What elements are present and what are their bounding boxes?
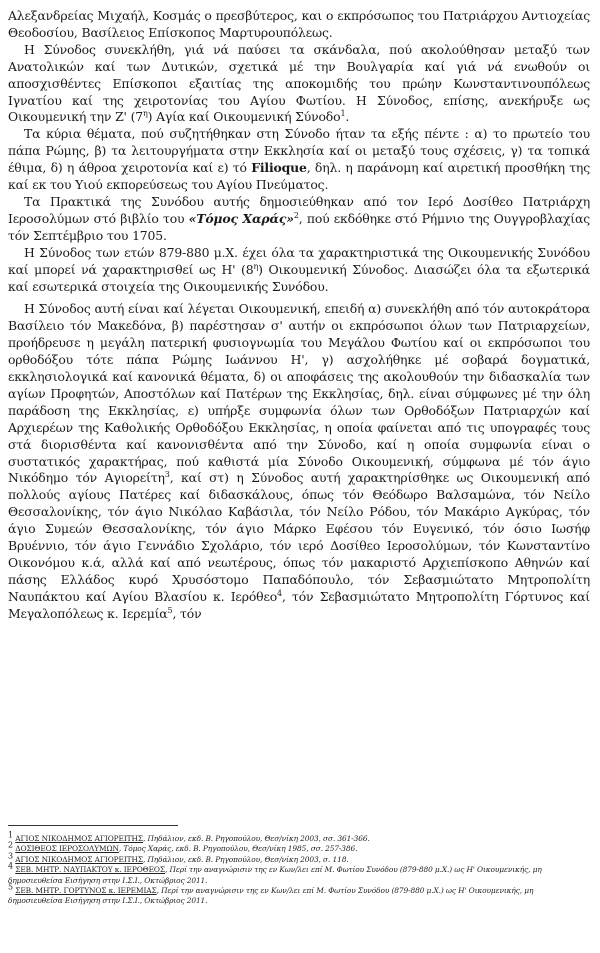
footnote bbox=[8, 840, 568, 854]
footnote-author: ΣΕΒ. ΜΗΤΡ. ΓΟΡΤΥΝΟΣ κ. ΙΕΡΕΜΙΑΣ bbox=[15, 886, 157, 896]
body-text bbox=[8, 8, 590, 623]
footnote bbox=[8, 851, 568, 865]
footnote-author: ΑΓΙΟΣ ΝΙΚΟΔΗΜΟΣ ΑΓΙΟΡΕΙΤΗΣ bbox=[15, 854, 143, 864]
text-run: Τα κύρια θέματα, πού συζητήθηκαν στη Σύνοδο ήταν τα εξής πέντε : α) το πρωτείο του πάπα Ρώμης, β) τα λειτουργήματα στην Εκκλησία καί οι μεταξύ τους σχέσεις, γ) τα τοπικά έθιμα, δ) η άθροα χειροτονία καί ε) τό bbox=[8, 126, 590, 176]
text-run: Filioque bbox=[251, 160, 307, 176]
footnote-ref: 5 bbox=[167, 605, 173, 615]
footnote-author: ΣΕΒ. ΜΗΤΡ. ΝΑΥΠΑΚΤΟΥ κ. ΙΕΡΟΘΕΟΣ bbox=[15, 865, 166, 875]
footnote-ref: 1 bbox=[340, 109, 346, 119]
footnote-number: 3 bbox=[8, 851, 13, 861]
text-run: Αλεξανδρείας Μιχαήλ, Κοσμάς ο πρεσβύτερος, και ο εκπρόσωπος του Πατριάρχου Αντιοχείας Θεοδοσίου, Βασίλειος Επίσκοπος Μαρτυρουπόλεως. bbox=[8, 8, 590, 40]
text-run: ) Αγία καί Οικουμενική Σύνοδο bbox=[147, 109, 341, 125]
text-run: Η Σύνοδος συνεκλήθη, γιά νά παύσει τα σκάνδαλα, πού ακολούθησαν μεταξύ των Ανατολικών καί των Δυτικών, σχετικά μέ την Βουλγαρία καί γιά νά ενωθούν οι αποσχισθέντες Επίσκοποι εξαιτίας της αποκομιδής του πρώην Κωνσταντινουπόλεως Ιγνατίου καί της χειροτονίας του Αγίου Φωτίου. Η Σύνοδος, επίσης, ανεκήρυξε ως Οικουμενική την Ζ' (7 bbox=[8, 41, 590, 125]
footnote-text: , Τόμος Χαράς, εκδ. Β. Ρηγοπούλου, Θεσ/νίκη 1985, σσ. 257-386. bbox=[118, 844, 358, 854]
paragraph bbox=[8, 301, 590, 622]
footnote-number: 1 bbox=[8, 830, 13, 840]
footnote-text: , Περί την αναγνώρισιν της εν Κων/λει επί Μ. Φωτίου Συνόδου (879-880 μ.Χ.) ως Η' Οικουμενικής, μη δημοσιευθείσα Εισήγηση στην Ι.Σ.Ι., Οκτώβριος 2011. bbox=[8, 886, 534, 906]
footnotes bbox=[8, 825, 568, 907]
footnote-ref: 4 bbox=[277, 588, 282, 598]
text-run: «Τόμος Χαράς» bbox=[188, 210, 294, 226]
text-run: Η Σύνοδος των ετών 879-880 μ.Χ. έχει όλα τα χαρακτηριστικά της Οικουμενικής Συνόδου καί μπορεί νά χαρακτηρισθεί ως Η' (8 bbox=[8, 244, 590, 277]
footnote-ref: η bbox=[253, 261, 259, 271]
footnote-rule bbox=[8, 825, 178, 826]
text-run: , καί στ) η Σύνοδος αυτή χαρακτηρίσθηκε ως Οικουμενική από πολλούς αγίους Πατέρες καί διδασκάλους, όπως τόν Θεόδωρο Βαλσαμώνα, τόν Νείλο Θεσσαλονίκης, τόν άγιο Νικόλαο Καβάσιλα, τόν Νείλο Ρόδου, τόν Μακάριο Αγκύρας, τόν άγιο Συμεών Θεσσαλονίκης, τόν άγιο Μάρκο Εφέσου τόν Ευγενικό, τόν όσιο Ιωσήφ Βρυέννιο, τόν άγιο Γεννάδιο Σχολάριο, τόν ιερό Δοσίθεο Ιεροσολύμων, τόν Κωνσταντίνο Οικονόμου κ.ά, αλλά καί από νεωτέρους, όπως τόν μακαριστό Αρχιεπίσκοπο Αθηνών καί πάσης Ελλάδος κυρό Χρυσόστομο Παπαδόπουλο, τόν Σεβασμιώτατο Μητροπολίτη Ναυπάκτου καί Αγίου Βλασίου κ. Ιερόθεο bbox=[8, 470, 590, 604]
footnote-number: 4 bbox=[8, 861, 13, 871]
footnote-list bbox=[8, 830, 568, 907]
text-run: Τα Πρακτικά της Συνόδου αυτής δημοσιεύθηκαν από τον Ιερό Δοσίθεο Πατριάρχη Ιεροσολύμων στό βιβλίο του bbox=[8, 193, 590, 226]
text-run: ) Οικουμενική Σύνοδος. Διασώζει όλα τα εξωτερικά καί εσωτερικά στοιχεία της Οικουμενικής Συνόδου. bbox=[8, 261, 590, 294]
footnote-ref: η bbox=[143, 109, 148, 119]
paragraph bbox=[8, 245, 590, 296]
footnote-author: ΔΟΣΙΘΕΟΣ ΙΕΡΟΣΟΛΥΜΩΝ bbox=[15, 844, 119, 854]
footnote-text: , Περί την αναγνώρισιν της εν Κων/λει επί Μ. Φωτίου Συνόδου (879-880 μ.Χ.) ως Η' Οικουμενικής, μη δημοσιευθείσα Εισήγηση στην Ι.Σ.Ι., Οκτώβριος 2011. bbox=[8, 865, 542, 885]
text-run: Η Σύνοδος αυτή είναι καί λέγεται Οικουμενική, επειδή α) συνεκλήθη από τόν αυτοκράτορα Βασίλειο τόν Μακεδόνα, β) παρέστησαν σ' αυτήν οι εκπρόσωποι όλων των Πατριαρχείων, προήδρευσε η μεγάλη πατερική φυσιογνωμία του Μεγάλου Φωτίου καί οι εκπρόσωποι του ορθοδόξου τότε πάπα Ρώμης Ιωάννου Η', γ) ασχολήθηκε μέ σοβαρά δογματικά, εκκλησιολογικά καί κανονικά θέματα, δ) οι αποφάσεις της ακολουθούν την διδασκαλία των αγίων Προφητών, Αποστόλων καί Πατέρων της Εκκλησίας, δηλ. είναι σύμφωνες μέ την όλη παράδοση της Εκκλησίας, ε) υπήρξε συμφωνία όλων των Ορθοδόξων Πατριαρχών καί Αρχιερέων της Καθολικής Ορθοδόξου Εκκλησίας, η οποία φαίνεται από τις υπογραφές τους στά διορισθέντα καί κανονισθέντα από την Σύνοδο, καί η οποία συμφωνία είναι ο συστατικός χαρακτήρας, πού καθιστά μία Σύνοδο Οικουμενική, σύμφωνα μέ τόν άγιο Νικόδημο τόν Αγιορείτη bbox=[8, 301, 590, 486]
footnote bbox=[8, 830, 568, 844]
text-run: , τόν Σεβασμιώτατο Μητροπολίτη Γόρτυνος καί Μεγαλοπόλεως κ. Ιερεμία bbox=[8, 588, 590, 621]
paragraph bbox=[8, 194, 590, 245]
footnote-text: , Πηδάλιον, εκδ. Β. Ρηγοπούλου, Θεσ/νίκη 2003, σ. 118. bbox=[142, 854, 349, 864]
paragraph bbox=[8, 126, 590, 194]
footnote-author: ΑΓΙΟΣ ΝΙΚΟΔΗΜΟΣ ΑΓΙΟΡΕΙΤΗΣ bbox=[15, 834, 143, 843]
footnote bbox=[8, 861, 568, 886]
footnote-number: 5 bbox=[8, 882, 13, 892]
text-run: , πού εκδόθηκε στό Ρήμνιο της Ουγγροβλαχίας τόν Σεπτέμβριο του 1705. bbox=[8, 210, 591, 243]
footnote-number: 2 bbox=[8, 840, 13, 850]
footnote-ref: 2 bbox=[293, 210, 299, 220]
text-run: , τόν bbox=[172, 605, 202, 621]
text-run: , δηλ. η παράνομη καί αιρετική προσθήκη της καί εκ του Υιού εκπορεύσεως του Αγίου Πνεύματος. bbox=[8, 160, 590, 193]
text-run: . bbox=[345, 109, 350, 125]
footnote-text: , Πηδάλιον, εκδ. Β. Ρηγοπούλου, Θεσ/νίκη 2003, σσ. 361-366. bbox=[142, 834, 370, 843]
footnote bbox=[8, 882, 568, 907]
paragraph bbox=[8, 8, 590, 42]
footnote-ref: 3 bbox=[164, 470, 170, 480]
paragraph bbox=[8, 42, 590, 127]
